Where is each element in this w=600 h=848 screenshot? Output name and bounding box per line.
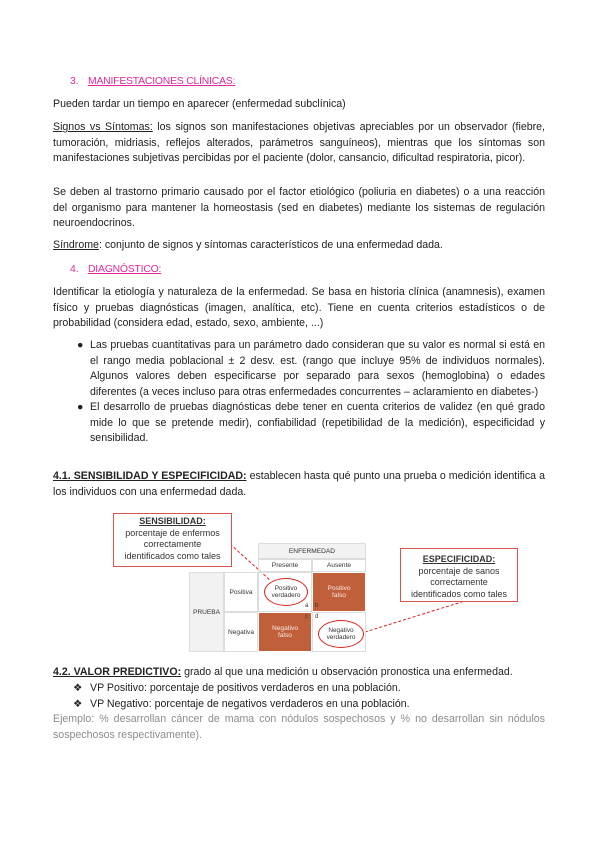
specificity-connector [365,600,468,632]
paragraph-ejemplo: Ejemplo: % desarrollan cáncer de mama con nódulos sospechosos y % no desarrollan sin nódulos sospechosos respectivamente). [53,713,545,741]
valor-predictivo-list [53,681,545,712]
bullet-text: Las pruebas cuantitativas para un parámetro dado consideran que su valor es normal si está en el rango media poblacional ± 2 desv. est. (rango que incluye 95% de individuos normales). Algunos valores deben especificarse por separado para sexos (hemoglobina) o edades diferentes (a veces incluso para otras enfermedades concurrentes – aclaramiento en diabetes-) [90,339,545,398]
paragraph-subclinica: Pueden tardar un tiempo en aparecer (enfermedad subclínica) [53,98,346,110]
paragraph-trastorno: Se deben al trastorno primario causado por el factor etiológico (poliuria en diabetes) o a una reacción del organismo para mantener la homeostasis (sed en diabetes) mediante los sistemas de regulación neuroendocrinos. [53,186,545,229]
true-negative-oval: Negativo verdadero [318,620,364,648]
diamond-bullet-icon: ❖ [73,682,83,694]
sindrome-text: : conjunto de signos y síntomas característicos de una enfermedad dada. [98,239,443,251]
true-positive-oval: Positivo verdadero [264,578,308,606]
sensitivity-title: SENSIBILIDAD: [139,516,206,526]
enfermedad-header: ENFERMEDAD [258,543,366,559]
cell-label-a: a [305,603,309,609]
paragraph-valor-predictivo [53,665,545,681]
specificity-definition: porcentaje de sanos correctamente identificados como tales [410,565,508,599]
sensitivity-definition: porcentaje de enfermos correctamente identificados como tales [124,527,221,561]
diamond-bullet-icon: ❖ [73,697,83,710]
cell-label-b: b [315,603,319,609]
cell-false-negative: Negativo falso [258,612,312,652]
cell-label-c: c [305,614,308,620]
presente-header: Presente [258,559,312,572]
signos-sintomas-text: los signos son manifestaciones objetivas apreciables por un observador (fiebre, tumoración, midriasis, reflejos alterados, parámetros sanguíneos), mientras que los síntomas son manifestaciones subjetivas percibidas por el paciente (dolor, cansancio, dificultad respiratoria, picor). [53,121,545,164]
section-41-title: 4.1. SENSIBILIDAD Y ESPECIFICIDAD: [53,470,247,482]
specificity-title: ESPECIFICIDAD: [422,554,496,564]
vp-negativo-text: VP Negativo: porcentaje de negativos verdaderos en una población. [90,697,410,710]
cell-false-positive: Positivo falso [312,572,366,612]
term-sindrome: Síndrome [53,239,99,251]
section-41-text: establecen hasta qué punto una prueba o medición identifica a los individuos con una enfermedad dada. [53,470,545,498]
vp-positivo-text: VP Positivo: porcentaje de positivos verdaderos en una población. [90,682,401,694]
prueba-header: PRUEBA [189,572,224,652]
list-item [53,697,545,713]
specificity-box [400,548,518,602]
bullet-text: El desarrollo de pruebas diagnósticas debe tener en cuenta criterios de validez (en qué grado mide lo que se pretende medir), confiabilidad (repetibilidad de la medición), especificidad y sensibilidad. [90,401,545,444]
term-signos-sintomas: Signos vs Síntomas: [53,121,153,133]
list-item [53,681,545,697]
positiva-row-header: Positiva [224,572,258,612]
section-42-title: 4.2. VALOR PREDICTIVO: [53,666,182,678]
cell-label-d: d [315,614,319,620]
negativa-row-header: Negativa [224,612,258,652]
sensitivity-box [113,513,232,567]
section-42-text: grado al que una medición u observación pronostica una enfermedad. [181,666,513,678]
section-3-title: MANIFESTACIONES CLÍNICAS: [88,76,236,87]
section-3-number: 3. [70,76,79,87]
section-4-title: DIAGNÓSTICO: [88,264,162,275]
section-4-number: 4. [70,264,79,275]
bullet-icon: ● [77,339,84,351]
ausente-header: Ausente [312,559,366,572]
bullet-icon: ● [77,401,84,413]
paragraph-diagnostico: Identificar la etiología y naturaleza de la enfermedad. Se basa en historia clínica (anamnesis), examen físico y pruebas diagnósticas (imagen, analítica, etc). Tiene en cuenta criterios estadísticos o de probabilidad (considera edad, estado, sexo, ambiente, ...) [53,286,545,329]
